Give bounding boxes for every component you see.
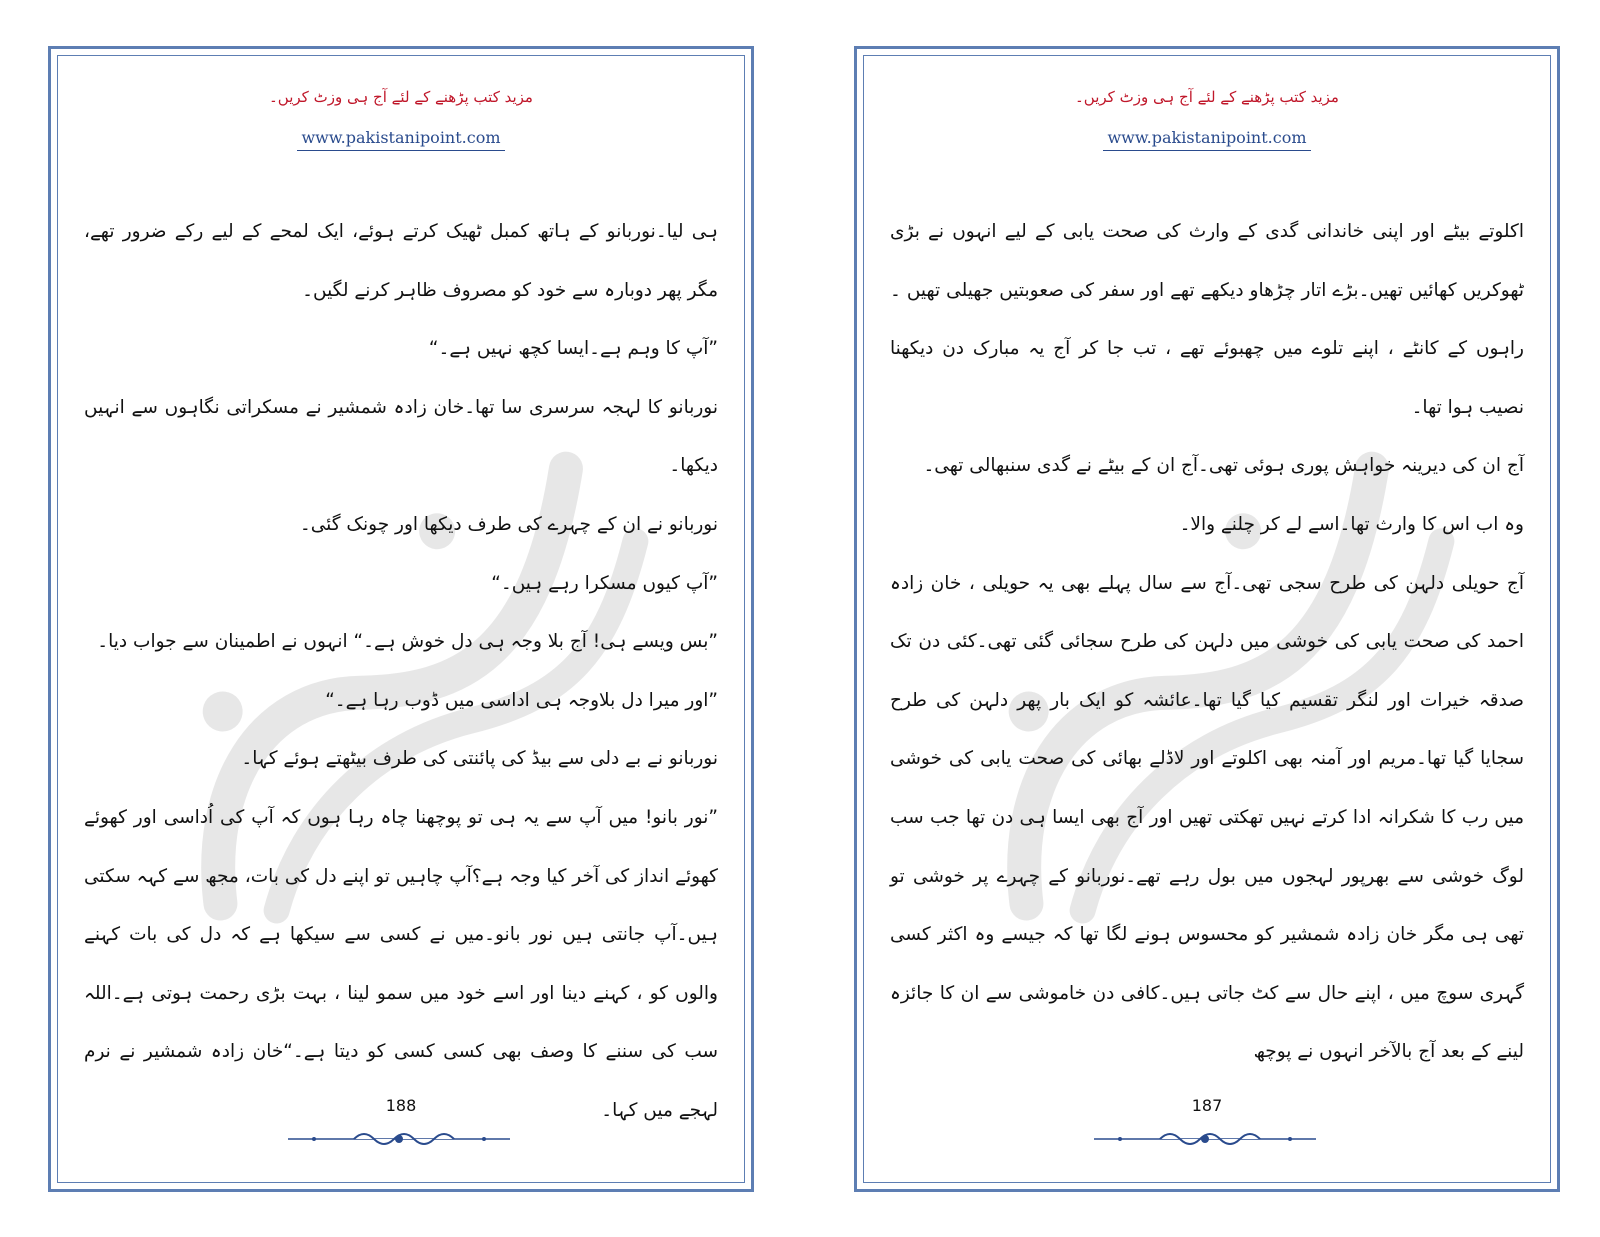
site-url-link[interactable]: www.pakistanipoint.com — [1103, 128, 1310, 151]
paragraph: نوربانو نے ان کے چہرے کی طرف دیکھا اور چونک گئی۔ — [299, 513, 718, 535]
paragraph: ہی لیا۔نوربانو کے ہاتھ کمبل ٹھیک کرتے ہوئے، ایک لمحے کے لیے رکے ضرور تھے، مگر پھر دوبارہ سے خود کو مصروف ظاہر کرنے لگیں۔ — [84, 221, 718, 301]
ornament-divider-icon — [284, 1128, 514, 1150]
paragraph: ”بس ویسے ہی! آج بلا وجہ ہی دل خوش ہے۔“ انہوں نے اطمینان سے جواب دیا۔ — [97, 631, 718, 653]
paragraph: اکلوتے بیٹے اور اپنی خاندانی گدی کے وارث کی صحت یابی کے لیے انہوں نے بڑی ٹھوکریں کھائیں تھیں۔بڑے اتار چڑھاو دیکھے تھے اور سفر کی صعوبتیں جھیلی تھیں ۔راہوں کے کانٹے ، اپنے تلوے میں چھبوئے تھے ، تب جا کر آج یہ مبارک دن دیکھنا نصیب ہوا تھا۔ — [890, 221, 1524, 418]
paragraph: ”آپ کا وہم ہے۔ایسا کچھ نہیں ہے۔“ — [428, 338, 718, 360]
page-inner-border — [863, 55, 1551, 1183]
page-right — [854, 46, 1560, 1192]
paragraph: وہ اب اس کا وارث تھا۔اسے لے کر چلنے والا۔ — [1179, 513, 1524, 535]
site-url — [58, 128, 744, 151]
page-number: 187 — [1191, 1096, 1223, 1115]
body-text — [84, 203, 718, 1141]
paragraph: نوربانو کا لہجہ سرسری سا تھا۔خان زادہ شمشیر نے مسکراتی نگاہوں سے انہیں دیکھا۔ — [84, 396, 718, 477]
page-left — [48, 46, 754, 1192]
promo-header: مزید کتب پڑھنے کے لئے آج ہی وزٹ کریں۔ — [1075, 88, 1339, 106]
body-text — [890, 203, 1524, 1082]
paragraph: ”اور میرا دل بلاوجہ ہی اداسی میں ڈوب رہا ہے۔“ — [325, 689, 718, 711]
paragraph: آج ان کی دیرینہ خواہش پوری ہوئی تھی۔آج ان کے بیٹے نے گدی سنبھالی تھی۔ — [923, 455, 1524, 477]
paragraph: نوربانو نے بے دلی سے بیڈ کی پائنتی کی طرف بیٹھتے ہوئے کہا۔ — [241, 748, 718, 770]
site-url — [864, 128, 1550, 151]
site-url-link[interactable]: www.pakistanipoint.com — [297, 128, 504, 151]
paragraph: ”آپ کیوں مسکرا رہے ہیں۔“ — [491, 572, 718, 594]
paragraph: ”نور بانو! میں آپ سے یہ ہی تو پوچھنا چاہ رہا ہوں کہ آپ کی اُداسی اور کھوئے کھوئے انداز کی آخر کیا وجہ ہے؟آپ چاہیں تو اپنے دل کی بات، مجھ سے کہہ سکتی ہیں۔آپ جانتی ہیں نور بانو۔میں نے کسی سے سیکھا ہے کہ دل کی بات کہنے والوں کو ، کہنے دینا اور اسے خود میں سمو لینا ، بہت بڑی رحمت ہوتی ہے۔اللہ سب کی سننے کا وصف بھی کسی کسی کو دیتا ہے۔“خان زادہ شمشیر نے نرم لہجے میں کہا۔ — [84, 806, 718, 1121]
paragraph: آج حویلی دلہن کی طرح سجی تھی۔آج سے سال پہلے بھی یہ حویلی ، خان زادہ احمد کی صحت یابی کی خوشی میں دلہن کی طرح سجائی گئی تھی۔کئی دن تک صدقہ خیرات اور لنگر تقسیم کیا گیا تھا۔عائشہ کو ایک بار پھر دلہن کی طرح سجایا گیا تھا۔مریم اور آمنہ بھی اکلوتے اور لاڈلے بھائی کی صحت یابی کی خوشی میں رب کا شکرانہ ادا کرتے نہیں تھکتی تھیں اور آج بھی ایسا ہی دن تھا جب سب لوگ خوشی سے بھرپور لہجوں میں بول رہے تھے۔نوربانو کے چہرے پر خوشی تو تھی ہی مگر خان زادہ شمشیر کو محسوس ہونے لگا تھا کہ جیسے وہ اکثر کسی گہری سوچ میں ، اپنے حال سے کٹ جاتی ہیں۔کافی دن خاموشی سے ان کا جائزہ لینے کے بعد آج بالآخر انہوں نے پوچھ — [890, 572, 1524, 1063]
promo-header: مزید کتب پڑھنے کے لئے آج ہی وزٹ کریں۔ — [269, 88, 533, 106]
page-inner-border — [57, 55, 745, 1183]
ornament-divider-icon — [1090, 1128, 1320, 1150]
page-number: 188 — [385, 1096, 417, 1115]
